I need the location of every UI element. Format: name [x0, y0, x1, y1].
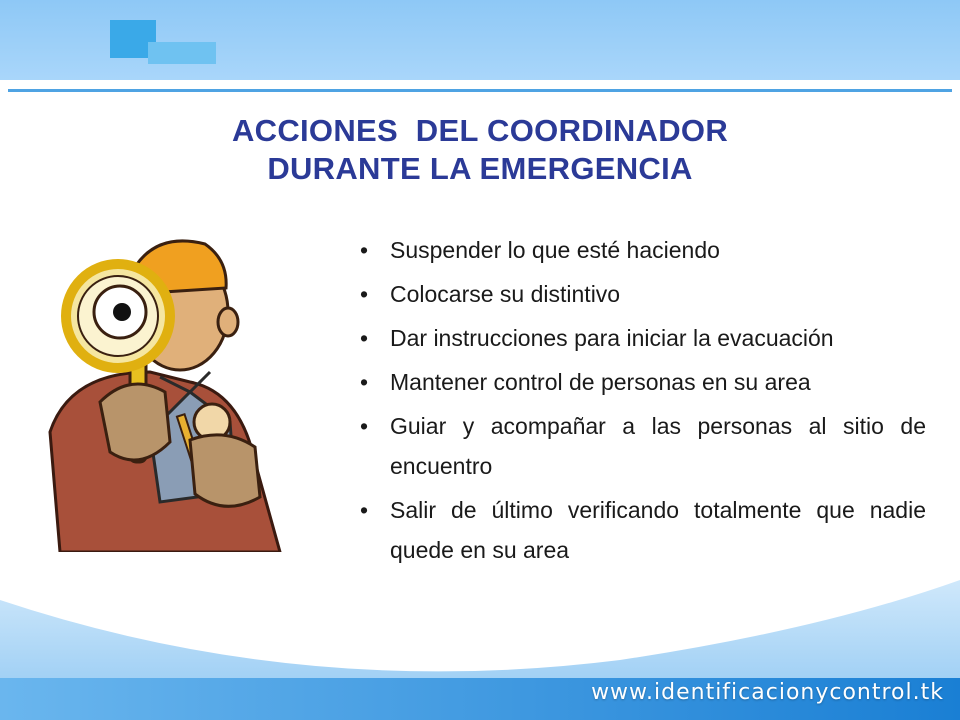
- list-item: [358, 362, 926, 402]
- bullet-glyph: •: [360, 325, 369, 351]
- list-item: [358, 274, 926, 314]
- bullet-glyph: •: [360, 281, 369, 307]
- list-item-text: Guiar y acompañar a las personas al sitio de encuentro: [390, 413, 926, 479]
- list-item: [358, 318, 926, 358]
- slide-title-line-1: ACCIONES DEL COORDINADOR: [231, 113, 729, 148]
- list-item: [358, 230, 926, 270]
- footer-url[interactable]: www.identificacionycontrol.tk: [591, 680, 944, 705]
- bullet-glyph: •: [360, 237, 369, 263]
- slide-title-line-2: DURANTE LA EMERGENCIA: [267, 151, 693, 186]
- list-item-text: Dar instrucciones para iniciar la evacuación: [390, 325, 834, 351]
- header-divider: [8, 89, 952, 92]
- bullet-glyph: •: [360, 413, 369, 439]
- inspector-magnifying-glass-icon: [40, 232, 340, 552]
- list-item-text: Suspender lo que esté haciendo: [390, 237, 720, 263]
- list-item-text: Salir de último verificando totalmente que nadie quede en su area: [390, 497, 926, 563]
- action-list: [358, 230, 926, 574]
- logo-square-light: [148, 42, 216, 64]
- list-item: [358, 406, 926, 486]
- bullet-glyph: •: [360, 369, 369, 395]
- list-item-text: Mantener control de personas en su area: [390, 369, 811, 395]
- slide-title: [0, 112, 960, 188]
- bullet-glyph: •: [360, 497, 369, 523]
- list-item: [358, 490, 926, 570]
- list-item-text: Colocarse su distintivo: [390, 281, 621, 307]
